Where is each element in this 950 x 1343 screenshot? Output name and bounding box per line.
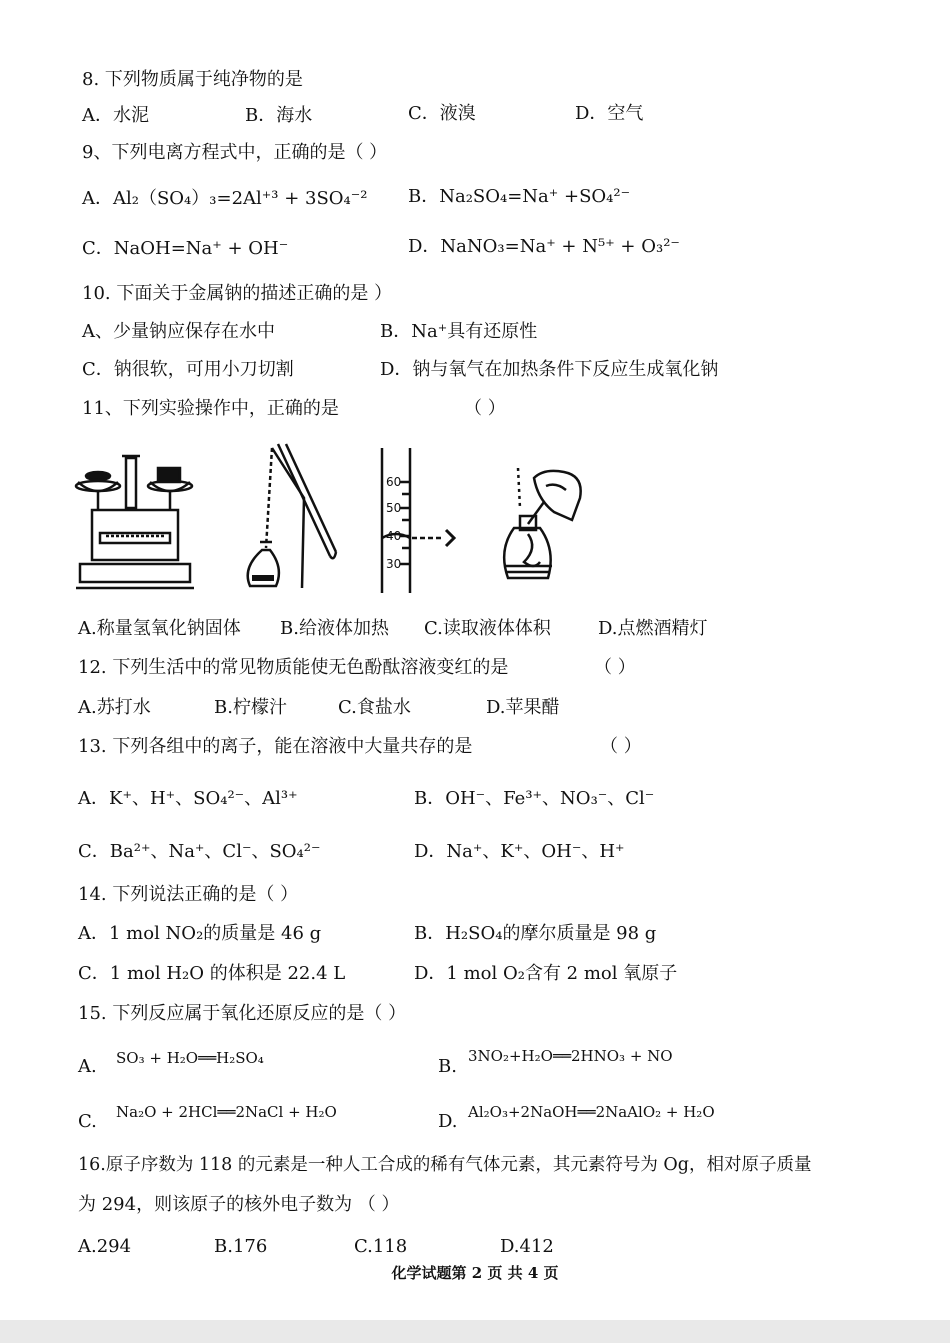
q14-option-c: C．1 mol H₂O 的体积是 22.4 L	[78, 963, 346, 984]
q15-option-a-label: A.	[78, 1056, 97, 1077]
q9-option-b: B．Na₂SO₄=Na⁺ +SO₄²⁻	[408, 186, 631, 207]
q14-option-b: B．H₂SO₄的摩尔质量是 98 g	[414, 923, 657, 944]
q15-option-d: Al₂O₃+2NaOH══2NaAlO₂ + H₂O	[468, 1103, 715, 1121]
q15-option-c-label: C.	[78, 1111, 97, 1132]
q11-answer-paren: （ ）	[464, 398, 506, 419]
q15-option-b: 3NO₂+H₂O══2HNO₃ + NO	[468, 1047, 673, 1065]
q12-option-b: B.柠檬汁	[214, 697, 287, 718]
q13-option-a: A．K⁺、H⁺、SO₄²⁻、Al³⁺	[78, 788, 298, 809]
q8-option-b: B．海水	[245, 105, 313, 126]
q10-stem: 10. 下面关于金属钠的描述正确的是 ）	[82, 283, 393, 304]
q13-option-d: D．Na⁺、K⁺、OH⁻、H⁺	[414, 841, 625, 862]
scan-bottom-edge	[0, 1320, 950, 1343]
balance-figure	[70, 438, 200, 598]
cylinder-tick-30: 30	[386, 557, 402, 571]
q8-option-a: A．水泥	[82, 105, 149, 126]
cylinder-tick-50: 50	[386, 501, 402, 515]
q15-stem: 15. 下列反应属于氧化还原反应的是（ ）	[78, 1003, 407, 1024]
q12-option-a: A.苏打水	[78, 697, 151, 718]
q16-stem-line1: 16.原子序数为 118 的元素是一种人工合成的稀有气体元素，其元素符号为 Og，相对原子质量	[78, 1155, 812, 1175]
q12-option-d: D.苹果醋	[486, 697, 560, 718]
cylinder-tick-60: 60	[386, 475, 402, 489]
q13-option-c: C．Ba²⁺、Na⁺、Cl⁻、SO₄²⁻	[78, 841, 321, 862]
test-tube-heating-figure	[232, 438, 342, 598]
q10-option-d: D．钠与氧气在加热条件下反应生成氧化钠	[380, 359, 719, 380]
q11-option-a: A.称量氢氧化钠固体	[78, 618, 241, 639]
cylinder-reading-figure	[374, 438, 464, 598]
q11-stem: 11、下列实验操作中，正确的是	[82, 398, 339, 419]
q16-stem-line2: 为 294，则该原子的核外电子数为 （ ）	[78, 1194, 400, 1215]
q16-option-a: A.294	[78, 1236, 132, 1257]
q9-option-d: D．NaNO₃=Na⁺ + N⁵⁺ + O₃²⁻	[408, 236, 680, 257]
q9-option-c: C．NaOH=Na⁺ + OH⁻	[82, 238, 289, 259]
q10-option-b: B．Na⁺具有还原性	[380, 321, 538, 342]
q14-option-d: D．1 mol O₂含有 2 mol 氧原子	[414, 963, 678, 984]
page-footer: 化学试题第 2 页 共 4 页	[391, 1264, 559, 1282]
q8-option-d: D．空气	[575, 103, 644, 124]
q16-option-c: C.118	[354, 1236, 408, 1257]
q14-stem: 14. 下列说法正确的是（ ）	[78, 884, 299, 905]
q15-option-d-label: D.	[438, 1111, 458, 1132]
q16-option-b: B.176	[214, 1236, 268, 1257]
q13-answer-paren: （ ）	[600, 736, 642, 757]
q15-option-a: SO₃ + H₂O══H₂SO₄	[116, 1049, 264, 1067]
q10-option-a: A、少量钠应保存在水中	[82, 321, 275, 342]
q13-stem: 13. 下列各组中的离子，能在溶液中大量共存的是	[78, 736, 473, 757]
q13-option-b: B．OH⁻、Fe³⁺、NO₃⁻、Cl⁻	[414, 788, 655, 809]
q10-option-c: C．钠很软，可用小刀切割	[82, 359, 294, 380]
q14-option-a: A．1 mol NO₂的质量是 46 g	[78, 923, 322, 944]
q12-option-c: C.食盐水	[338, 697, 411, 718]
q8-option-c: C．液溴	[408, 103, 476, 124]
q9-stem: 9、下列电离方程式中，正确的是（ ）	[82, 142, 388, 163]
q9-option-a: A．Al₂（SO₄）₃=2Al⁺³ + 3SO₄⁻²	[82, 188, 368, 209]
cylinder-tick-40: 40	[386, 529, 402, 543]
q8-stem: 8. 下列物质属于纯净物的是	[82, 69, 303, 90]
q12-stem: 12. 下列生活中的常见物质能使无色酚酞溶液变红的是	[78, 657, 509, 678]
q12-answer-paren: （ ）	[594, 657, 636, 678]
q11-option-c: C.读取液体体积	[424, 618, 551, 639]
alcohol-lamp-figure	[494, 438, 594, 598]
q16-option-d: D.412	[500, 1236, 554, 1257]
q15-option-c: Na₂O + 2HCl══2NaCl + H₂O	[116, 1103, 337, 1121]
q11-option-b: B.给液体加热	[280, 618, 389, 639]
q15-option-b-label: B.	[438, 1056, 457, 1077]
q11-option-d: D.点燃酒精灯	[598, 618, 708, 639]
